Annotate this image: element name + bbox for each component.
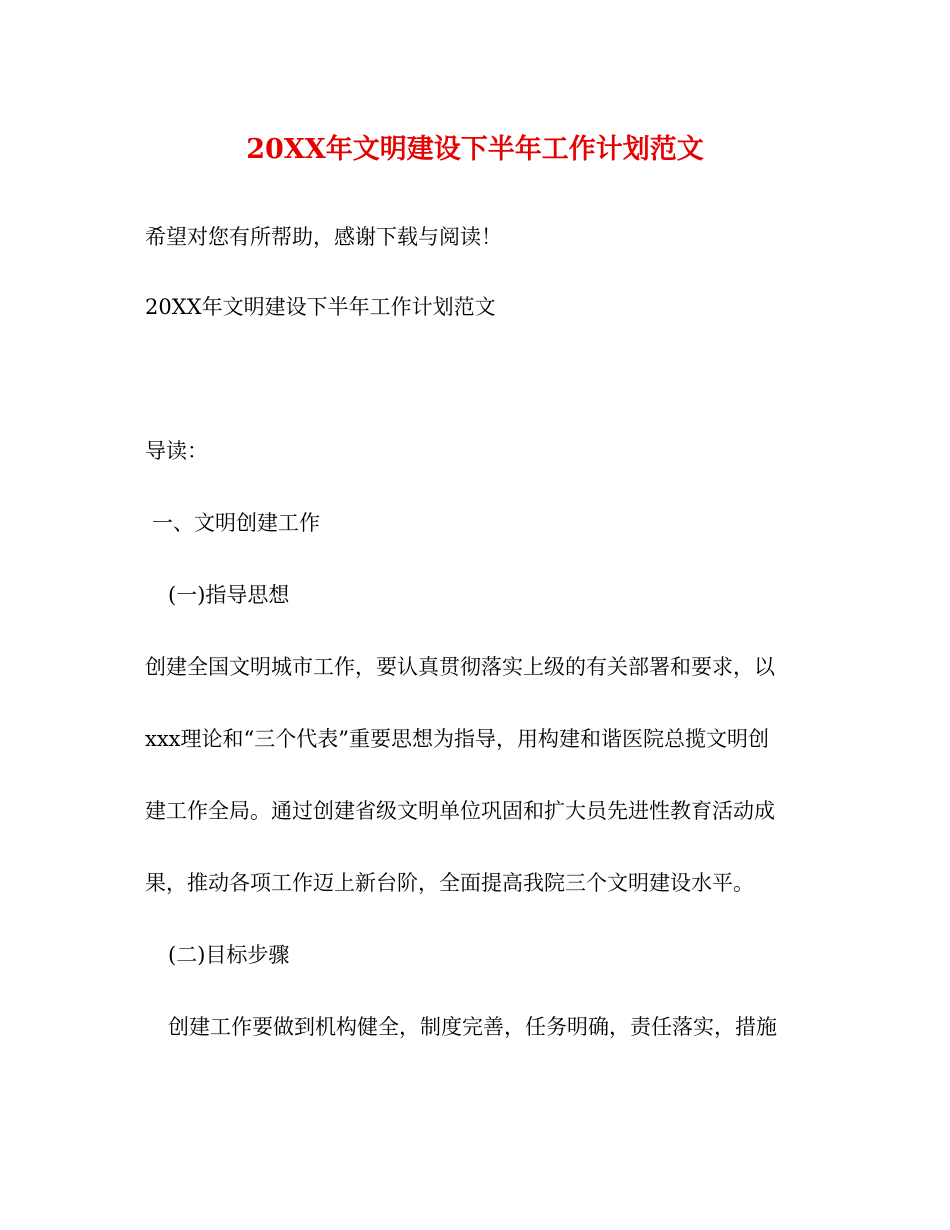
section-heading-1: 一、文明创建工作 bbox=[152, 511, 320, 535]
document-subtitle: 20XX年文明建设下半年工作计划范文 bbox=[145, 295, 496, 319]
paragraph-2-line-1: 创建工作要做到机构健全，制度完善，任务明确，责任落实，措施 bbox=[168, 1015, 777, 1039]
paragraph-1-line-4: 果，推动各项工作迈上新台阶，全面提高我院三个文明建设水平。 bbox=[145, 871, 754, 895]
subsection-heading-2: (二)目标步骤 bbox=[168, 943, 290, 967]
paragraph-1-line-2: xxx理论和“三个代表”重要思想为指导，用构建和谐医院总揽文明创 bbox=[145, 727, 769, 751]
document-title: 20XX年文明建设下半年工作计划范文 bbox=[246, 134, 704, 165]
subsection-heading-1: (一)指导思想 bbox=[168, 583, 290, 607]
paragraph-1-line-3: 建工作全局。通过创建省级文明单位巩固和扩大员先进性教育活动成 bbox=[145, 799, 775, 823]
paragraph-1-line-1: 创建全国文明城市工作，要认真贯彻落实上级的有关部署和要求，以 bbox=[145, 655, 775, 679]
guide-label: 导读： bbox=[145, 439, 208, 463]
intro-text: 希望对您有所帮助，感谢下载与阅读！ bbox=[145, 225, 502, 249]
